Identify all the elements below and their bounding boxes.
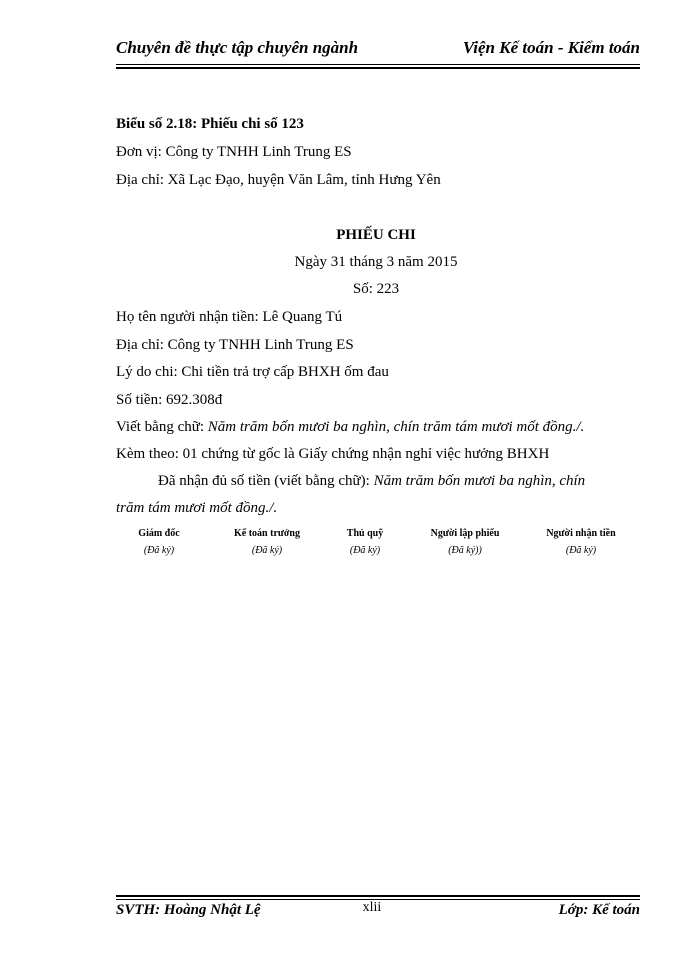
signature-status: (Đã ký) <box>349 545 381 556</box>
received-value-2: trăm tám mươi mốt đồng./. <box>116 500 278 516</box>
page-header <box>116 38 640 66</box>
footer-rule-thick <box>116 895 640 897</box>
company-address: Địa chỉ: Xã Lạc Đạo, huyện Văn Lâm, tỉnh Hưng Yên <box>116 172 441 188</box>
signature-status: (Đã ký)) <box>448 545 482 556</box>
header-right-title: Viện Kế toán - Kiểm toán <box>462 38 640 57</box>
document-title: PHIẾU CHI <box>336 227 416 243</box>
signature-preparer <box>410 528 520 556</box>
signature-status: (Đã ký) <box>251 545 283 556</box>
signature-status: (Đã ký) <box>565 545 597 556</box>
document-date: Ngày 31 tháng 3 năm 2015 <box>294 254 458 270</box>
footer-class: Lớp: Kế toán <box>558 902 640 918</box>
company-unit: Đơn vị: Công ty TNHH Linh Trung ES <box>116 144 352 160</box>
signature-title: Người lập phiếu <box>430 528 500 539</box>
signature-title: Người nhận tiền <box>546 528 616 539</box>
footer-student: SVTH: Hoàng Nhật Lệ <box>116 902 261 918</box>
received-value-1: Năm trăm bốn mươi ba nghìn, chín <box>373 473 586 489</box>
received-label: Đã nhận đủ số tiền (viết bằng chữ): <box>158 473 374 489</box>
attachments: Kèm theo: 01 chứng từ gốc là Giấy chứng nhận nghỉ việc hưởng BHXH <box>116 446 550 462</box>
signature-director <box>104 528 214 556</box>
recipient-name: Họ tên người nhận tiền: Lê Quang Tú <box>116 309 343 325</box>
signature-title: Giám đốc <box>138 528 180 539</box>
payment-amount: Số tiền: 692.308đ <box>116 392 223 408</box>
signature-cashier <box>310 528 420 556</box>
amount-in-words <box>116 419 584 436</box>
payment-reason: Lý do chi: Chi tiền trả trợ cấp BHXH ốm đau <box>116 364 389 380</box>
received-amount <box>158 473 585 490</box>
header-rule-thick <box>116 67 640 69</box>
header-rule <box>116 64 640 65</box>
amount-in-words-label: Viết bằng chữ: <box>116 419 208 435</box>
page-number: xlii <box>362 900 382 915</box>
signature-title: Kế toán trưởng <box>234 528 300 539</box>
document-number: Số: 223 <box>352 281 400 297</box>
header-left-title: Chuyên đề thực tập chuyên ngành <box>116 38 359 57</box>
figure-caption: Biểu số 2.18: Phiếu chi số 123 <box>116 116 304 132</box>
signature-title: Thủ quỹ <box>346 528 384 539</box>
amount-in-words-value: Năm trăm bốn mươi ba nghìn, chín trăm tám mươi mốt đồng./. <box>207 419 585 435</box>
signature-status: (Đã ký) <box>143 545 175 556</box>
signature-recipient <box>526 528 636 556</box>
recipient-address: Địa chỉ: Công ty TNHH Linh Trung ES <box>116 337 354 353</box>
signature-chief-accountant <box>212 528 322 556</box>
